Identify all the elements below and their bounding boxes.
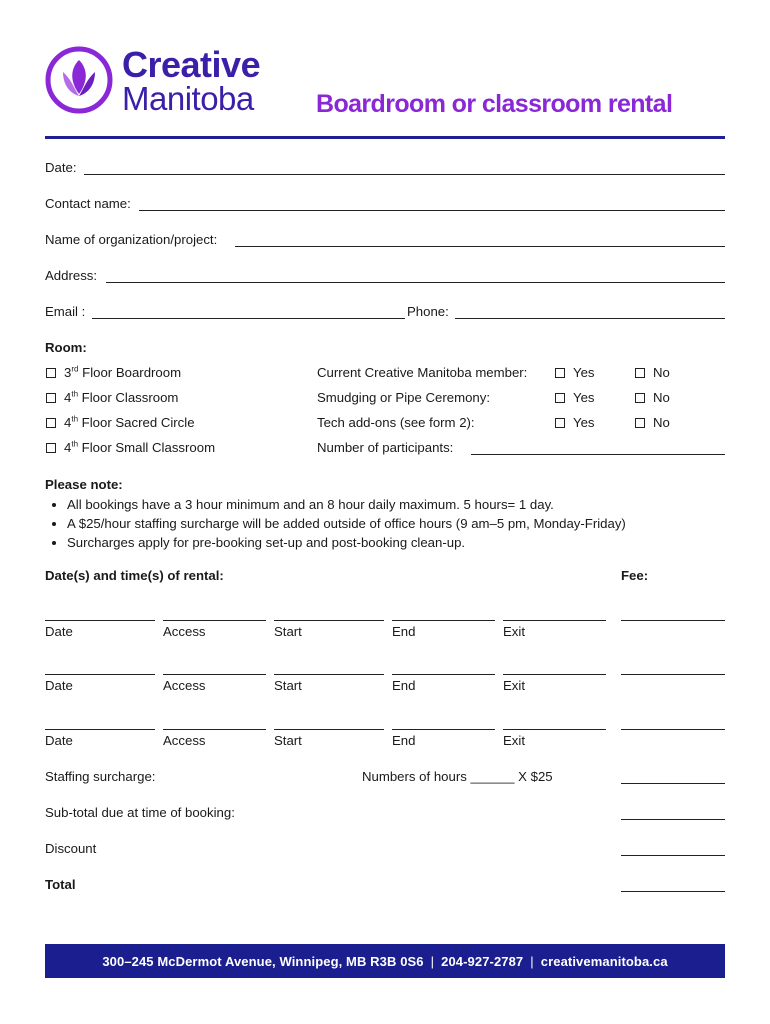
end-field[interactable] — [392, 674, 495, 675]
footer-address: 300–245 McDermot Avenue, Winnipeg, MB R3B 0S6 — [102, 953, 424, 969]
exit-field[interactable] — [503, 674, 606, 675]
hours-multiplier-label: Numbers of hours ______ X $25 — [362, 769, 553, 784]
exit-column-label: Exit — [503, 678, 525, 693]
notes-list — [45, 495, 725, 552]
room-heading: Room: — [45, 340, 87, 355]
member-question-label: Current Creative Manitoba member: — [317, 365, 528, 380]
member-yes-option[interactable]: Yes — [555, 365, 595, 380]
checkbox-icon[interactable] — [555, 418, 565, 428]
footer-separator: | — [430, 953, 435, 969]
end-column-label: End — [392, 733, 416, 748]
room-option-4th-sacred-circle[interactable]: 4th Floor Sacred Circle — [46, 415, 195, 430]
notes-heading: Please note: — [45, 477, 123, 492]
access-field[interactable] — [163, 674, 266, 675]
tech-addons-question-label: Tech add-ons (see form 2): — [317, 415, 475, 430]
checkbox-icon[interactable] — [46, 393, 56, 403]
date-field[interactable] — [45, 620, 155, 621]
start-column-label: Start — [274, 624, 302, 639]
staffing-surcharge-label: Staffing surcharge: — [45, 769, 156, 784]
member-no-option[interactable]: No — [635, 365, 670, 380]
address-label: Address: — [45, 268, 98, 283]
address-field[interactable] — [106, 282, 725, 283]
date-column-label: Date — [45, 624, 73, 639]
smudging-yes-option[interactable]: Yes — [555, 390, 595, 405]
discount-field[interactable] — [621, 855, 725, 856]
footer-phone: 204-927-2787 — [441, 953, 524, 969]
checkbox-icon[interactable] — [46, 443, 56, 453]
checkbox-icon[interactable] — [555, 393, 565, 403]
participants-label: Number of participants: — [317, 440, 454, 455]
header-divider — [45, 136, 725, 139]
access-field[interactable] — [163, 620, 266, 621]
checkbox-icon[interactable] — [635, 368, 645, 378]
fee-field[interactable] — [621, 620, 725, 621]
date-field[interactable] — [45, 674, 155, 675]
checkbox-icon[interactable] — [555, 368, 565, 378]
smudging-no-option[interactable]: No — [635, 390, 670, 405]
date-column-label: Date — [45, 678, 73, 693]
room-option-3rd-boardroom[interactable]: 3rd Floor Boardroom — [46, 365, 181, 380]
tech-addons-yes-option[interactable]: Yes — [555, 415, 595, 430]
creative-manitoba-logo-icon — [45, 46, 113, 114]
fee-field[interactable] — [621, 729, 725, 730]
exit-field[interactable] — [503, 729, 606, 730]
date-field[interactable] — [45, 729, 155, 730]
phone-field[interactable] — [455, 318, 725, 319]
room-option-4th-classroom[interactable]: 4th Floor Classroom — [46, 390, 178, 405]
contact-name-field[interactable] — [139, 210, 725, 211]
checkbox-icon[interactable] — [635, 393, 645, 403]
checkbox-icon[interactable] — [46, 368, 56, 378]
access-column-label: Access — [163, 733, 206, 748]
start-field[interactable] — [274, 674, 384, 675]
access-column-label: Access — [163, 624, 206, 639]
access-column-label: Access — [163, 678, 206, 693]
list-item: • Surcharges apply for pre-booking set-up and post-booking clean-up. — [67, 533, 725, 552]
start-field[interactable] — [274, 620, 384, 621]
exit-column-label: Exit — [503, 733, 525, 748]
staffing-fee-field[interactable] — [621, 783, 725, 784]
start-field[interactable] — [274, 729, 384, 730]
phone-label: Phone: — [407, 304, 449, 319]
tech-addons-no-option[interactable]: No — [635, 415, 670, 430]
checkbox-icon[interactable] — [46, 418, 56, 428]
end-field[interactable] — [392, 620, 495, 621]
list-item: • All bookings have a 3 hour minimum and an 8 hour daily maximum. 5 hours= 1 day. — [67, 495, 725, 514]
access-field[interactable] — [163, 729, 266, 730]
fee-field[interactable] — [621, 674, 725, 675]
fee-heading: Fee: — [621, 568, 649, 583]
organization-label: Name of organization/project: — [45, 232, 218, 247]
start-column-label: Start — [274, 678, 302, 693]
checkbox-icon[interactable] — [635, 418, 645, 428]
date-field[interactable] — [84, 174, 725, 175]
participants-field[interactable] — [471, 454, 725, 455]
email-label: Email : — [45, 304, 86, 319]
organization-field[interactable] — [235, 246, 725, 247]
end-column-label: End — [392, 624, 416, 639]
room-option-4th-small-classroom[interactable]: 4th Floor Small Classroom — [46, 440, 215, 455]
rental-heading: Date(s) and time(s) of rental: — [45, 568, 224, 583]
brand-name-line2: Manitoba — [122, 80, 254, 117]
end-field[interactable] — [392, 729, 495, 730]
subtotal-field[interactable] — [621, 819, 725, 820]
exit-field[interactable] — [503, 620, 606, 621]
email-field[interactable] — [92, 318, 405, 319]
brand-name-line1: Creative — [122, 44, 261, 85]
start-column-label: Start — [274, 733, 302, 748]
date-label: Date: — [45, 160, 77, 175]
footer-separator: | — [530, 953, 534, 969]
end-column-label: End — [392, 678, 416, 693]
discount-label: Discount — [45, 841, 97, 856]
contact-name-label: Contact name: — [45, 196, 131, 211]
total-label: Total — [45, 877, 76, 892]
date-column-label: Date — [45, 733, 73, 748]
subtotal-label: Sub-total due at time of booking: — [45, 805, 235, 820]
total-field[interactable] — [621, 891, 725, 892]
page-title: Boardroom or classroom rental — [316, 90, 673, 118]
exit-column-label: Exit — [503, 624, 525, 639]
footer-contact-bar — [45, 944, 725, 978]
list-item: • A $25/hour staffing surcharge will be added outside of office hours (9 am–5 pm, Monday-Friday) — [67, 514, 725, 533]
footer-website-link[interactable]: creativemanitoba.ca — [540, 953, 668, 969]
smudging-question-label: Smudging or Pipe Ceremony: — [317, 390, 490, 405]
